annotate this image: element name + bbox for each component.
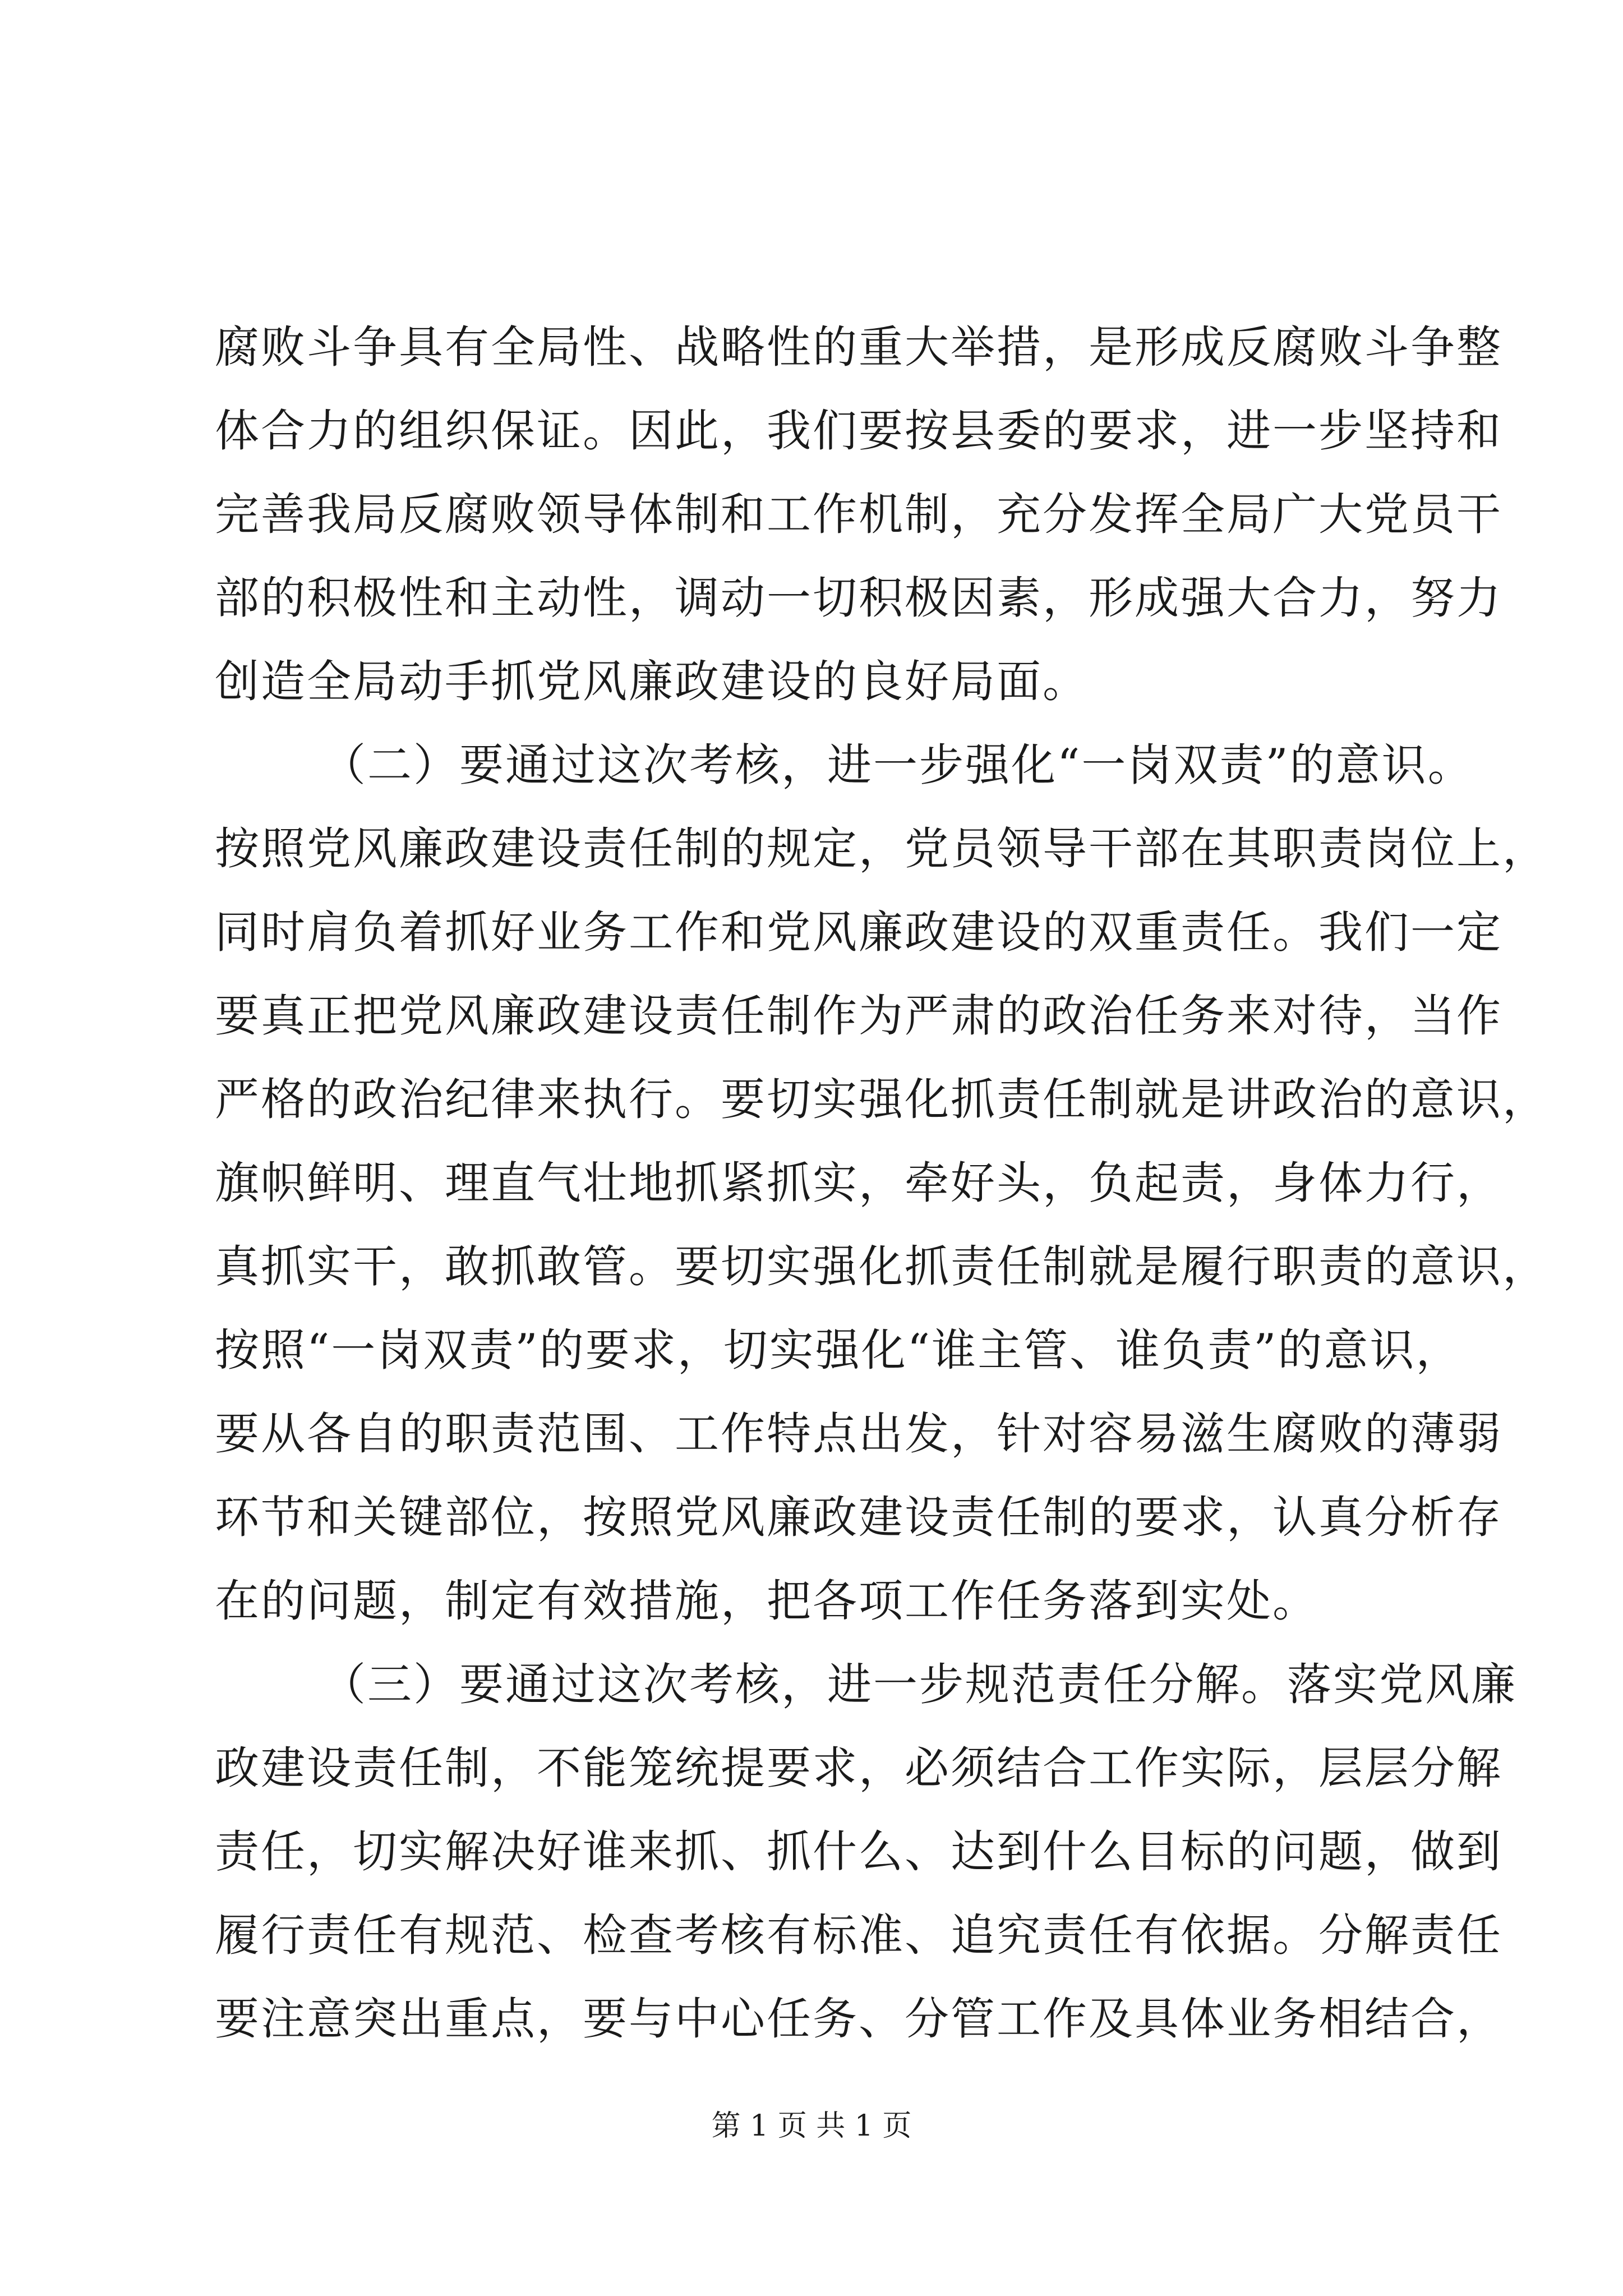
text-line: 完善我局反腐败领导体制和工作机制，充分发挥全局广大党员干: [215, 489, 1502, 540]
text-line: 真抓实干，敢抓敢管。要切实强化抓责任制就是履行职责的意识，: [215, 1241, 1548, 1292]
text-line: 腐败斗争具有全局性、战略性的重大举措，是形成反腐败斗争整: [215, 321, 1502, 373]
text-line: 同时肩负着抓好业务工作和党风廉政建设的双重责任。我们一定: [215, 907, 1502, 958]
text-line: 旗帜鲜明、理直气壮地抓紧抓实，牵好头，负起责，身体力行，: [215, 1157, 1502, 1209]
text-line: 履行责任有规范、检查考核有标准、追究责任有依据。分解责任: [215, 1910, 1502, 1961]
body-text: [215, 306, 1548, 2061]
text-line: 部的积极性和主动性，调动一切积极因素，形成强大合力，努力: [215, 572, 1502, 624]
text-line: 严格的政治纪律来执行。要切实强化抓责任制就是讲政治的意识，: [215, 1074, 1548, 1125]
page-number-label: 第 1 页 共 1 页: [711, 2109, 912, 2143]
text-line: 在的问题，制定有效措施，把各项工作任务落到实处。: [215, 1575, 1318, 1627]
text-line: 按照党风廉政建设责任制的规定，党员领导干部在其职责岗位上，: [215, 823, 1548, 875]
text-line: 创造全局动手抓党风廉政建设的良好局面。: [215, 656, 1089, 707]
text-line: 环节和关键部位，按照党风廉政建设责任制的要求，认真分析存: [215, 1492, 1502, 1543]
text-line: 按照“一岗双责”的要求，切实强化“谁主管、谁负责”的意识，: [215, 1324, 1462, 1376]
paragraph-3-first-line: （三）要通过这次考核，进一步规范责任分解。落实党风廉: [321, 1659, 1517, 1710]
text-line: 责任，切实解决好谁来抓、抓什么、达到什么目标的问题，做到: [215, 1826, 1502, 1878]
text-line: 体合力的组织保证。因此，我们要按县委的要求，进一步坚持和: [215, 405, 1502, 457]
paragraph-2-first-line: （二）要通过这次考核，进一步强化“一岗双责”的意识。: [321, 739, 1474, 791]
page-footer: [0, 2106, 1623, 2146]
text-line: 要从各自的职责范围、工作特点出发，针对容易滋生腐败的薄弱: [215, 1408, 1502, 1460]
text-line: 要注意突出重点，要与中心任务、分管工作及具体业务相结合，: [215, 1993, 1502, 2045]
text-line: 要真正把党风廉政建设责任制作为严肃的政治任务来对待，当作: [215, 990, 1502, 1042]
text-line: 政建设责任制，不能笼统提要求，必须结合工作实际，层层分解: [215, 1742, 1502, 1794]
